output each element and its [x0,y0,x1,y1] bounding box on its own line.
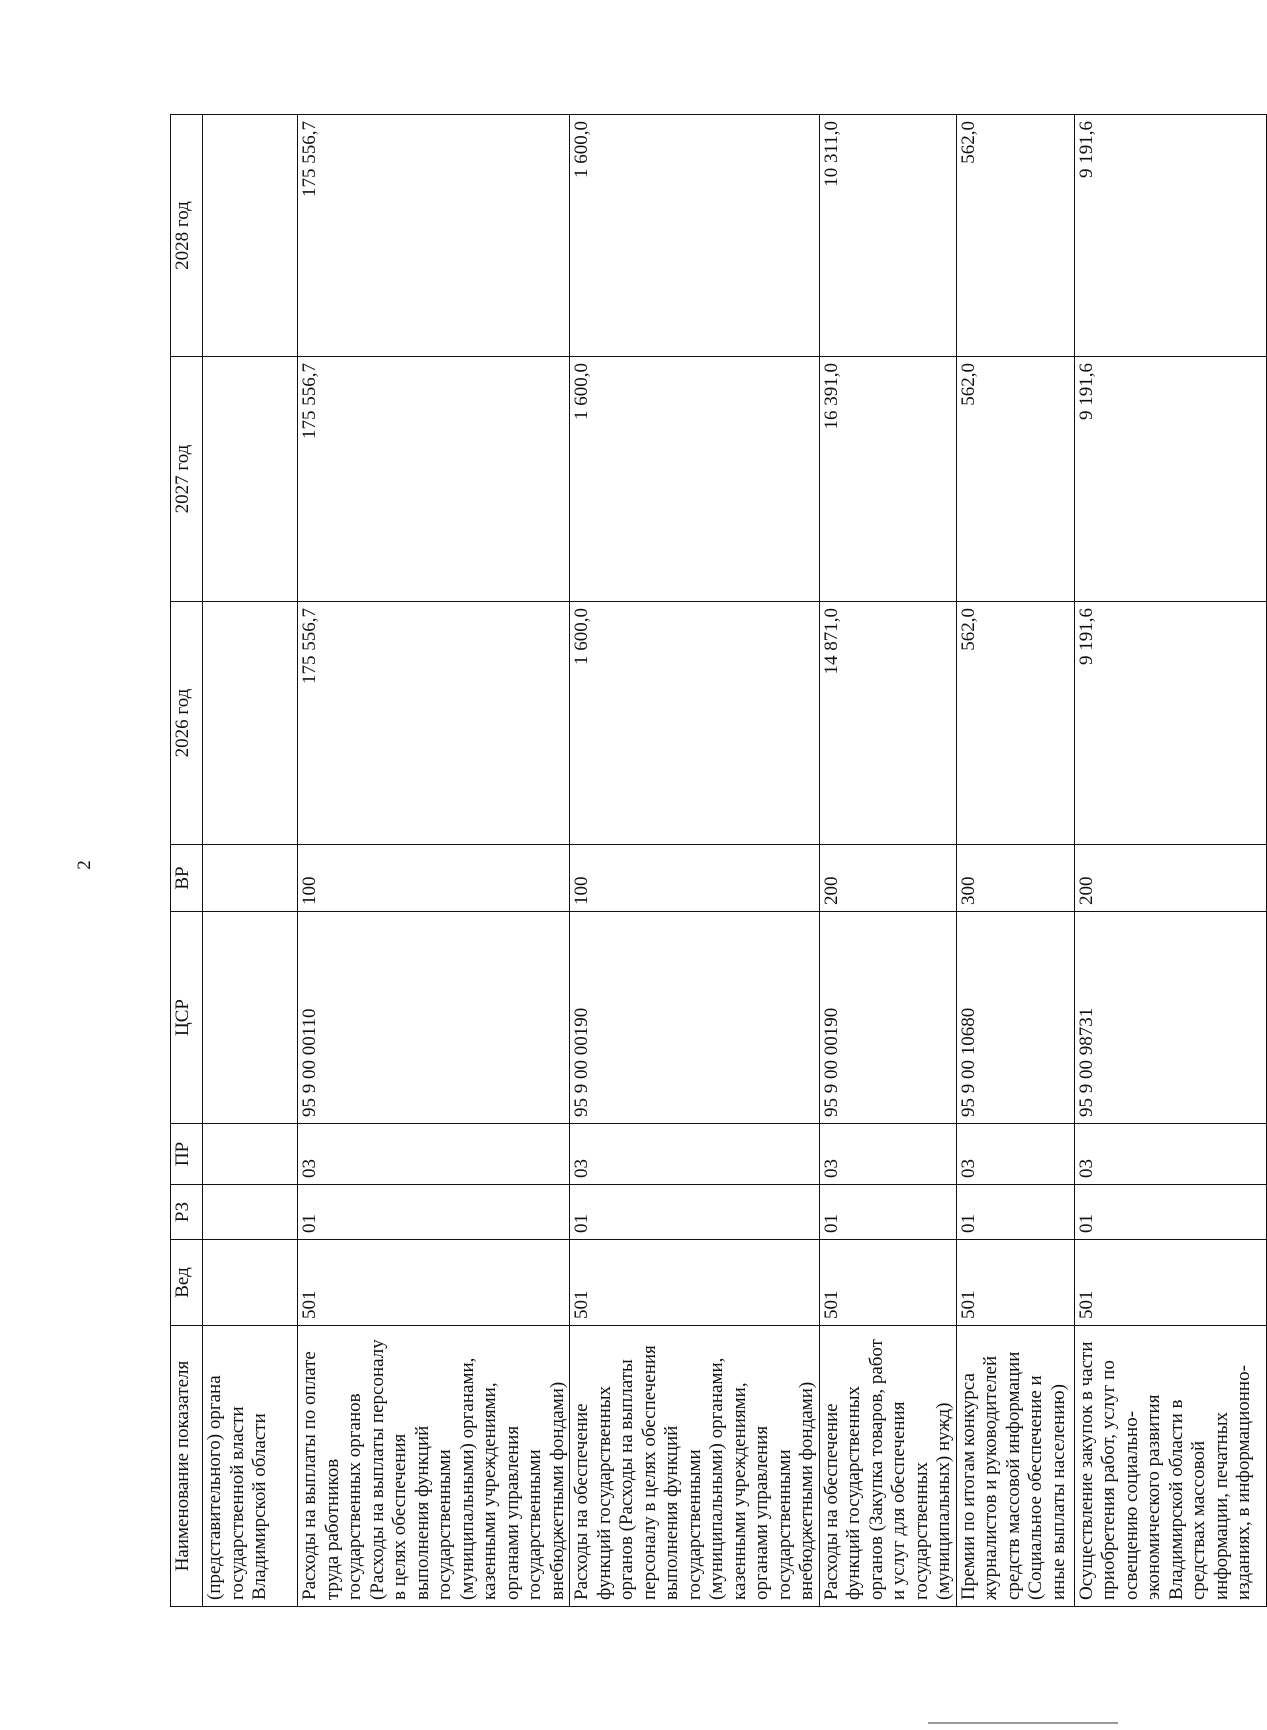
cell-ved: 501 [570,1240,820,1326]
cell-2026: 562,0 [956,602,1074,845]
cell-vr: 100 [570,845,820,912]
cell-rz: 01 [819,1185,956,1240]
cell-name: Расходы на выплаты по оплате труда работников государственных органов (Расходы на выплаты персоналу в целях обеспечения выполнения функций государственными (муниципальными) органами, казенными учреждениями, органами управления государственными внебюджетными фондами) [298,1326,570,1607]
cell-name: (представительного) органа государственной власти Владимирской области [203,1326,298,1607]
cell-rz: 01 [570,1185,820,1240]
header-name: Наименование показателя [171,1326,203,1607]
cell-2027: 1 600,0 [570,357,820,602]
budget-table [170,114,1267,1607]
budget-table-container [170,115,1254,1607]
page-number: 2 [74,860,95,870]
cell-2028: 1 600,0 [570,115,820,357]
table-row [1074,115,1266,1607]
cell-2026: 175 556,7 [298,602,570,845]
cell-rz: 01 [1074,1185,1266,1240]
cell-2026 [203,602,298,845]
cell-2028: 9 191,6 [1074,115,1266,357]
cell-vr: 300 [956,845,1074,912]
cell-2028: 10 311,0 [819,115,956,357]
table-row [203,115,298,1607]
cell-ved: 501 [956,1240,1074,1326]
cell-rz [203,1185,298,1240]
table-row [956,115,1074,1607]
cell-2027: 9 191,6 [1074,357,1266,602]
header-year-2028: 2028 год [171,115,203,357]
cell-csr: 95 9 00 00190 [570,912,820,1124]
header-year-2026: 2026 год [171,602,203,845]
cell-2027: 16 391,0 [819,357,956,602]
cell-name: Расходы на обеспечение функций государственных органов (Расходы на выплаты персоналу в целях обеспечения выполнения функций государственными (муниципальными) органами, казенными учреждениями, органами управления государственными внебюджетными фондами) [570,1326,820,1607]
cell-vr: 100 [298,845,570,912]
cell-2026: 14 871,0 [819,602,956,845]
cell-2027: 175 556,7 [298,357,570,602]
cell-pr: 03 [819,1124,956,1185]
cell-ved [203,1240,298,1326]
header-pr: ПР [171,1124,203,1185]
cell-vr [203,845,298,912]
cell-ved: 501 [298,1240,570,1326]
cell-pr: 03 [956,1124,1074,1185]
cell-name: Расходы на обеспечение функций государственных органов (Закупка товаров, работ и услуг для обеспечения государственных (муниципальных) нужд) [819,1326,956,1607]
cell-csr: 95 9 00 00190 [819,912,956,1124]
cell-2027: 562,0 [956,357,1074,602]
cell-csr: 95 9 00 98731 [1074,912,1266,1124]
cell-2027 [203,357,298,602]
cell-csr: 95 9 00 00110 [298,912,570,1124]
cell-ved: 501 [1074,1240,1266,1326]
cell-csr [203,912,298,1124]
header-ved: Вед [171,1240,203,1326]
header-csr: ЦСР [171,912,203,1124]
table-row [819,115,956,1607]
table-row [570,115,820,1607]
cell-vr: 200 [1074,845,1266,912]
cell-pr: 03 [1074,1124,1266,1185]
table-header-row [171,115,203,1607]
cell-rz: 01 [956,1185,1074,1240]
rotated-table-frame [170,115,1254,1607]
header-rz: РЗ [171,1185,203,1240]
cell-2028 [203,115,298,357]
cell-ved: 501 [819,1240,956,1326]
cell-vr: 200 [819,845,956,912]
cell-pr [203,1124,298,1185]
table-row [298,115,570,1607]
cell-2026: 9 191,6 [1074,602,1266,845]
cell-pr: 03 [570,1124,820,1185]
cell-name: Осуществление закупок в части приобретения работ, услуг по освещению социально-экономического развития Владимирской области в средствах массовой информации, печатных изданиях, в информационно- [1074,1326,1266,1607]
cell-2026: 1 600,0 [570,602,820,845]
cell-2028: 562,0 [956,115,1074,357]
cell-name: Премии по итогам конкурса журналистов и руководителей средств массовой информации (Социальное обеспечение и иные выплаты населению) [956,1326,1074,1607]
cell-2028: 175 556,7 [298,115,570,357]
header-vr: ВР [171,845,203,912]
footer-divider [928,1722,1118,1724]
cell-csr: 95 9 00 10680 [956,912,1074,1124]
cell-pr: 03 [298,1124,570,1185]
cell-rz: 01 [298,1185,570,1240]
header-year-2027: 2027 год [171,357,203,602]
